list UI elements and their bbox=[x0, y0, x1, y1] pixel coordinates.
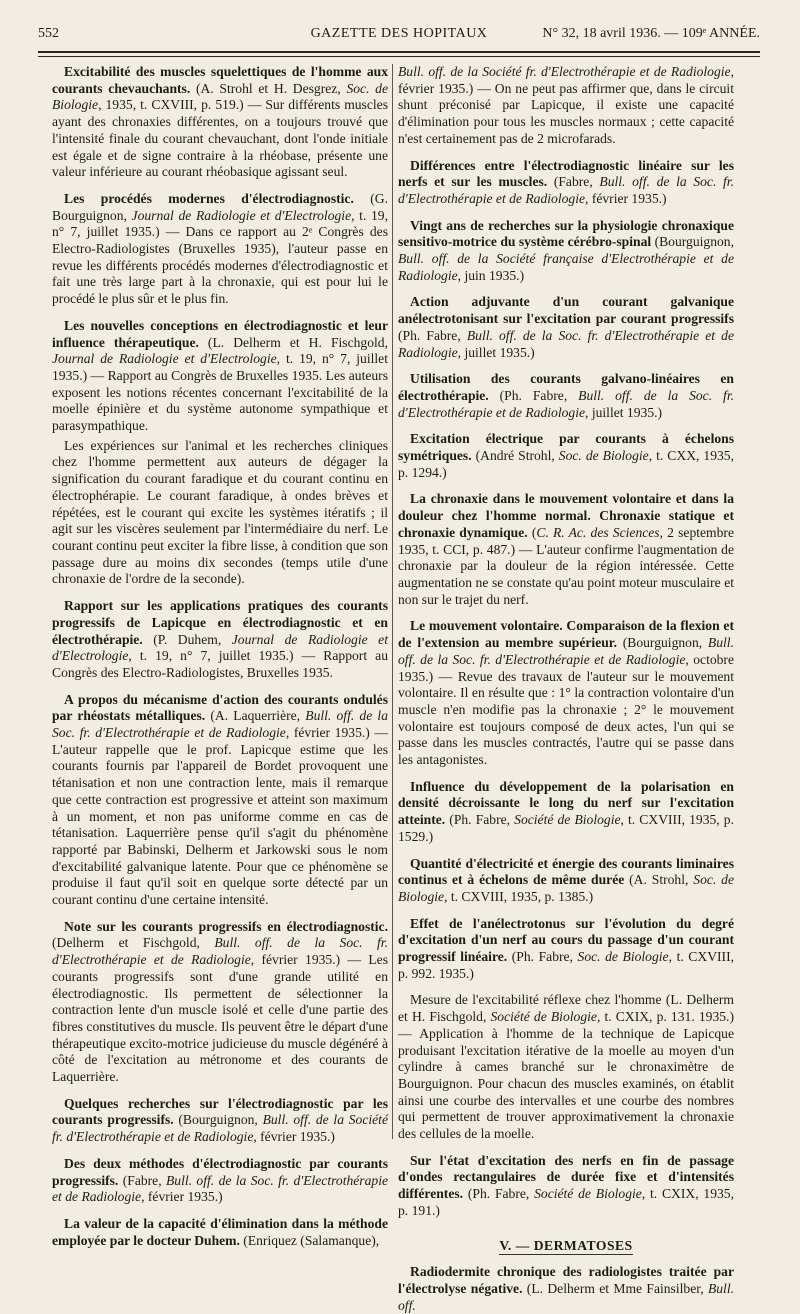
entry-journal: Bull. off. de la Société fr. d'Electrothérapie et de Radiologie bbox=[398, 64, 731, 79]
entry-title: A propos du mécanisme d'action des courants ondulés par rhéostats métalliques. bbox=[52, 691, 388, 724]
entry-summary: , 2 septembre 1935, t. CCI, p. 487.) — L'auteur confirme l'augmentation de chronaxie par la douleur de la région intéressée. Cette augmentation ne se constate qu'au point moteur musculaire et non sur le trajet du nerf. bbox=[398, 524, 734, 607]
issue-info: N° 32, 18 avril 1936. — 109ᵉ ANNÉE. bbox=[542, 26, 760, 41]
entry-title: Quantité d'électricité et énergie des courants liminaires continus et à échelons de même durée bbox=[398, 855, 734, 888]
entry-summary: , t. CXVIII, 1935, p. 1529.) bbox=[398, 812, 734, 844]
bibliography-entry bbox=[52, 318, 388, 435]
entry-summary: , t. CXVIII, 1935, p. 1385.) bbox=[444, 888, 594, 904]
entry-journal: Bull. off. de la Soc. fr. d'Electrothérapie et de Radiologie bbox=[398, 387, 735, 420]
bibliography-entry bbox=[52, 598, 388, 682]
bibliography-entry bbox=[52, 1216, 388, 1249]
entry-title: Action adjuvante d'un courant galvanique anélectrotonisant sur l'excitation par courant progressifs bbox=[398, 294, 734, 327]
entry-citation: (Ph. Fabre, bbox=[463, 1186, 535, 1202]
bibliography-entry bbox=[52, 64, 388, 181]
entry-summary: , février 1935.) — Les courants progressifs sont d'une grande utilité en électrodiagnostic. Ils permettent de sélectionner la contraction lente d'un muscle isolé et celle d'une partie des fibres constitutives du muscle. Ils peuvent être le départ d'une thérapeutique excito-motrice judicieuse du muscle dégénéré à côté de l'excitation au métronome et des courants de Laquerrière. bbox=[52, 952, 388, 1085]
bibliography-entry bbox=[52, 692, 388, 909]
entry-citation: (Ph. Fabre, bbox=[445, 812, 515, 828]
bibliography-entry bbox=[398, 371, 734, 421]
entry-journal: Soc. de Biologie bbox=[398, 872, 734, 904]
entry-citation: (Fabre, bbox=[547, 174, 600, 190]
entry-journal: Société de Biologie bbox=[534, 1186, 642, 1202]
entry-journal: Bull. off. de la Soc. fr. d'Electrothérapie et de Radiologie bbox=[398, 327, 734, 360]
bibliography-entry bbox=[398, 992, 734, 1142]
entry-summary: , t. 19, n° 7, juillet 1935.) — Dans ce rapport au 2ᵉ Congrès des Electro-Radiologistes (Bruxelles 1935), l'auteur passe en revue les différents procédés modernes d'électrodiagnostic et fait une très large part à la chronaxie, qui est pour lui le procédé le plus sûr et le plus fin. bbox=[52, 207, 388, 307]
bibliography-entry bbox=[52, 1156, 388, 1206]
entry-summary: , 1935, t. CXVIII, p. 519.) — Sur différents muscles ayant des chronaxies différentes, on a toujours trouvé que l'intensité finale du courant chevauchant, dont l'onde initiale est égale et de signe contraire à la rhéobase, présente une valeur inférieure au courant rhéobasique agissant seul. bbox=[52, 97, 388, 180]
entry-title: Excitabilité des muscles squelettiques de l'homme aux courants chevauchants. bbox=[52, 64, 388, 96]
entry-journal: Soc. de Biologie bbox=[577, 949, 669, 965]
entry-journal: Bull. off. de la Soc. fr. d'Electrothérapie et de Radiologie bbox=[398, 174, 734, 206]
entry-citation: (Ph. Fabre, bbox=[507, 949, 578, 965]
entry-title: Effet de l'anélectrotonus sur l'évolution du degré d'excitation d'un nerf au cours du passage d'un courant progressif linéaire. bbox=[398, 915, 734, 965]
bibliography-entry bbox=[398, 158, 734, 208]
entry-journal: Bull. off. de la Soc. fr. d'Electrothérapie et de Radiologie bbox=[52, 708, 388, 741]
entry-title: Les nouvelles conceptions en électrodiagnostic et leur influence thérapeutique. bbox=[52, 317, 388, 350]
entry-citation: (G. Bourguignon, bbox=[52, 190, 388, 223]
entry-title: Excitation électrique par courants à échelons symétriques. bbox=[398, 431, 734, 464]
entry-summary: , juillet 1935.) bbox=[457, 344, 535, 360]
entry-journal: Société de Biologie bbox=[490, 1009, 597, 1025]
entry-citation: (Delherm et Fischgold, bbox=[52, 935, 215, 951]
bibliography-entry bbox=[52, 919, 388, 1086]
entry-title: Vingt ans de recherches sur la physiologie chronaxique sensitivo-motrice du système cérébro-spinal bbox=[398, 217, 734, 250]
entry-summary: , t. CXVIII, p. 992. 1935.) bbox=[398, 949, 734, 981]
entry-citation: (P. Duhem, bbox=[142, 631, 232, 647]
column-divider bbox=[392, 64, 393, 1139]
entry-title: Quelques recherches sur l'électrodiagnostic par les courants progressifs. bbox=[52, 1095, 388, 1128]
page-number: 552 bbox=[38, 26, 59, 41]
entry-title: Utilisation des courants galvano-linéaires en électrothérapie. bbox=[398, 371, 734, 403]
bibliography-entry bbox=[398, 431, 734, 481]
entry-summary: , t. CXIX, p. 131. 1935.) — Application à l'homme de la technique de Lapicque produisant l'excitation itérative de la moelle au moyen d'un cylindre à cames branché sur le chronaximètre de Bourguignon. Pour chacun des muscles examinés, on établit ainsi une courbe des intervalles et une courbe des nombres qui permettent de trouver approximativement la chronaxie des cellules de la moelle. bbox=[398, 1009, 734, 1142]
entry-citation: (Bourguignon, bbox=[173, 1112, 263, 1128]
entry-journal: Soc. de Biologie bbox=[52, 80, 388, 113]
entry-journal: Bull. off. de la Société fr. d'Electrothérapie et de Radiologie bbox=[52, 1112, 388, 1145]
entry-journal: Bull. off. de la Soc. fr. d'Electrothérapie et de Radiologie bbox=[52, 935, 388, 968]
entry-journal: C. R. Ac. des Sciences bbox=[536, 524, 660, 540]
entry-summary: , t. 19, n° 7, juillet 1935.) — Rapport au Congrès de Bruxelles 1935. Les auteurs exposent les notions récentes concernant l'excitabilité de la moelle épinière et du système autonome sympathique et parasympathique. bbox=[52, 351, 388, 434]
bibliography-entry bbox=[398, 491, 734, 608]
entry-citation: (Bourguignon, bbox=[651, 234, 735, 250]
bibliography-entry bbox=[398, 1153, 734, 1220]
entry-citation: (L. Delherm et H. Fischgold, bbox=[198, 334, 388, 350]
entry-title: Des deux méthodes d'électrodiagnostic par courants progressifs. bbox=[52, 1155, 388, 1188]
entry-title: Note sur les courants progressifs en électrodiagnostic. bbox=[64, 918, 388, 934]
entry-summary: , juin 1935.) bbox=[457, 267, 525, 283]
entry-citation: (Ph. Fabre, bbox=[488, 387, 579, 403]
entry-title: Rapport sur les applications pratiques des courants progressifs de Lapicque en électrodiagnostic et en électrothérapie. bbox=[52, 598, 388, 647]
bibliography-entry bbox=[398, 294, 734, 361]
bibliography-entry bbox=[398, 618, 734, 768]
bibliography-entry bbox=[398, 1264, 734, 1314]
bibliography-entry bbox=[52, 191, 388, 308]
entry-journal: Bull. off. de la Soc. fr. d'Electrothérapie et de Radiologie bbox=[398, 635, 734, 667]
entry-title: Influence du développement de la polarisation en densité décroissante le long du nerf sur l'excitation atteinte. bbox=[398, 778, 734, 828]
entry-title: Les procédés modernes d'électrodiagnostic. bbox=[64, 190, 354, 206]
entry-citation: ( bbox=[527, 524, 537, 540]
entry-citation: (André Strohl, bbox=[471, 448, 559, 464]
entry-title: Radiodermite chronique des radiologistes traitée par l'électrolyse négative. bbox=[398, 1264, 734, 1296]
header-rule-thin bbox=[38, 56, 760, 57]
entry-summary: , t. 19, n° 7, juillet 1935.) — Rapport au Congrès des Electro-Radiologistes, Bruxelles 1935. bbox=[52, 648, 388, 680]
left-column bbox=[52, 64, 388, 1248]
entry-citation: (A. Laquerrière, bbox=[205, 708, 306, 724]
bibliography-entry bbox=[398, 64, 734, 148]
entry-title: La valeur de la capacité d'élimination dans la méthode employée par le docteur Duhem. bbox=[52, 1216, 388, 1248]
entry-title: Différences entre l'électrodiagnostic linéaire sur les nerfs et sur les muscles. bbox=[398, 157, 734, 190]
bibliography-entry bbox=[398, 218, 734, 285]
entry-journal: Société de Biologie bbox=[514, 812, 621, 828]
entry-summary: , février 1935.) bbox=[253, 1129, 335, 1145]
right-column bbox=[398, 64, 735, 1313]
bibliography-entry bbox=[52, 438, 388, 588]
bibliography-entry bbox=[398, 916, 734, 983]
entry-summary: , juillet 1935.) bbox=[585, 404, 663, 420]
entry-summary: Les expériences sur l'animal et les recherches cliniques chez l'homme permettent aux auteurs de dégager la signification du courant faradique et du courant continu en électrophérapie. Le courant faradique, à ondes brèves et répétées, est le courant qui excite les systèmes itératifs ; il agit sur les viscères seulement par l'intermédiaire du nerf. Le courant continu peut exciter la fibre lisse, à condition que son passage dure au moins dix secondes (temps utile d'une chronaxie de l'ordre de la seconde). bbox=[52, 437, 388, 587]
entry-journal: Bull. off. de la Soc. fr. d'Electrothérapie et de Radiologie bbox=[52, 1172, 388, 1205]
running-header bbox=[38, 26, 760, 48]
section-heading-text: V. — DERMATOSES bbox=[499, 1237, 633, 1253]
entry-journal: Journal de Radiologie et d'Electrologie bbox=[131, 207, 352, 223]
entry-summary: , octobre 1935.) — Revue des travaux de l'auteur sur le mouvement volontaire. Il en résulte que : 1° la contraction volontaire d'un muscle n'en modifie pas la chronaxie ; 2° le mouvement volontaire est toujours composé de deux actes, l'un qui se passe dans les muscles contractés, l'autre qui se passe dans les antagonistes. bbox=[398, 651, 734, 768]
entry-summary: , février 1935.) — L'auteur rappelle que le prof. Lapicque estime que les courants fournis par l'appareil de Bordet provoquent une tétanisation et non une contraction lente, mais il remarque que cette contraction est progressive et atteint son maximum à un moment, et non pas uniforme comme en cas de tétanisation. Laquerrière pense qu'il s'agit du phénomène rapporté par Babinski, Delherm et Jarkowski sous le nom d'excitabilité galvanique latente. Pour que ce phénomène se produise il faut qu'il soit en quelque sorte détecté par un courant continu d'une certaine intensité. bbox=[52, 725, 388, 908]
entry-citation: Mesure de l'excitabilité réflexe chez l'homme (L. Delherm et H. Fischgold, bbox=[398, 992, 734, 1025]
entry-citation: (Bourguignon, bbox=[616, 635, 708, 651]
entry-citation: (Fabre, bbox=[118, 1172, 166, 1188]
entry-summary: , t. CXIX, 1935, p. 191.) bbox=[398, 1186, 735, 1218]
header-rule-thick bbox=[38, 51, 760, 53]
bibliography-entry bbox=[398, 779, 734, 846]
entry-journal: Bull. off. de la Société française d'Electrothérapie et de Radiologie bbox=[398, 251, 734, 283]
entry-title: La chronaxie dans le mouvement volontaire et dans la douleur chez l'homme normal. Chronaxie statique et chronaxie dynamique. bbox=[398, 491, 734, 540]
entry-citation: (L. Delherm et Mme Fainsilber, bbox=[522, 1281, 708, 1296]
entry-summary: , février 1935.) — On ne peut pas affirmer que, dans le circuit shunt préconisé par Lapicque, il existe une capacité d'élimination pour tous les muscles normaux ; cette capacité n'est certainement pas de 2 microfarads. bbox=[398, 64, 734, 146]
entry-citation: (A. Strohl et H. Desgrez, bbox=[190, 80, 347, 96]
entry-citation: (A. Strohl, bbox=[624, 872, 694, 888]
entry-citation: (Enriquez (Salamanque), bbox=[239, 1232, 380, 1248]
entry-journal: Bull. off. bbox=[398, 1281, 734, 1313]
entry-title: Sur l'état d'excitation des nerfs en fin de passage d'ondes rectangulaires de durée fixe et d'intensités différentes. bbox=[398, 1152, 734, 1202]
entry-summary: , février 1935.) bbox=[585, 190, 667, 206]
entry-journal: Journal de Radiologie et d'Electrologie bbox=[52, 351, 277, 367]
entry-title: Le mouvement volontaire. Comparaison de la flexion et de l'extension au membre supérieur. bbox=[398, 618, 734, 651]
entry-journal: Journal de Radiologie et d'Electrologie bbox=[52, 631, 388, 664]
section-heading bbox=[398, 1238, 734, 1255]
bibliography-entry bbox=[52, 1096, 388, 1146]
entry-journal: Soc. de Biologie bbox=[558, 448, 649, 464]
entry-summary: , t. CXX, 1935, p. 1294.) bbox=[398, 448, 734, 480]
journal-title: GAZETTE DES HOPITAUX bbox=[310, 26, 488, 41]
entry-citation: (Ph. Fabre, bbox=[398, 327, 467, 343]
bibliography-entry bbox=[398, 856, 734, 906]
entry-summary: , février 1935.) bbox=[141, 1189, 223, 1205]
